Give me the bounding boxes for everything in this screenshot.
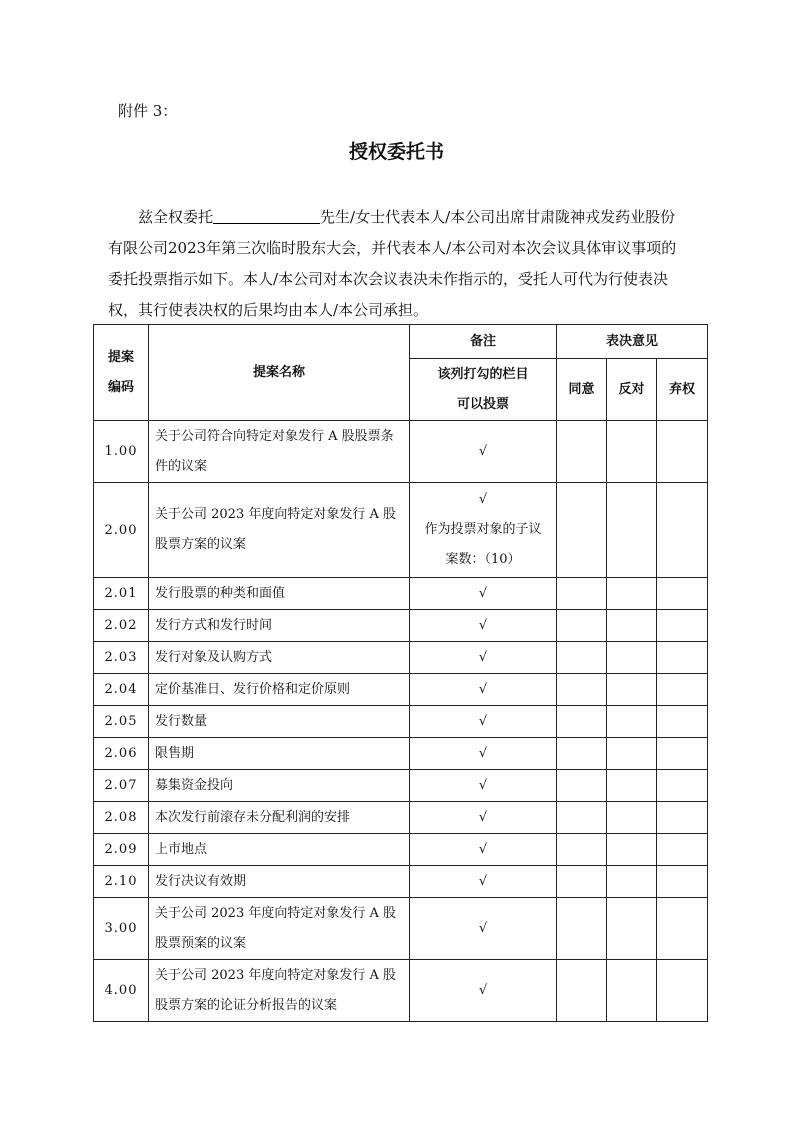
para-after-blank: 先生/女士代表本人/本公司出席甘肃陇神戎发药业股份有限公司2023年第三次临时股东大会，并代表本人/本公司对本次会议具体审议事项的委托投票指示如下。本人/本公司对本次会议表决未作指示的，受托人可代为行使表决权，其行使表决权的后果均由本人/本公司承担。 xyxy=(108,208,677,319)
proposal-name: 募集资金投向 xyxy=(149,770,410,802)
proposal-table xyxy=(93,324,708,1022)
vote-agree-cell[interactable] xyxy=(557,738,607,770)
document-title: 授权委托书 xyxy=(348,141,444,163)
check-mark: √ xyxy=(478,681,488,697)
vote-agree-cell[interactable] xyxy=(557,770,607,802)
proposal-name: 发行方式和发行时间 xyxy=(149,610,410,642)
proposal-remark xyxy=(410,866,557,898)
vote-agree-cell[interactable] xyxy=(557,674,607,706)
trustee-name-blank[interactable] xyxy=(213,207,320,224)
vote-abstain-cell[interactable] xyxy=(657,960,708,1022)
proposal-code: 2.04 xyxy=(94,674,149,706)
header-remark-sub: 该列打勾的栏目可以投票 xyxy=(410,359,557,421)
vote-abstain-cell[interactable] xyxy=(657,866,708,898)
proposal-remark xyxy=(410,483,557,578)
proposal-name: 发行对象及认购方式 xyxy=(149,642,410,674)
check-mark: √ xyxy=(478,873,488,889)
proposal-remark xyxy=(410,834,557,866)
table-row xyxy=(94,834,708,866)
vote-abstain-cell[interactable] xyxy=(657,898,708,960)
check-mark: √ xyxy=(478,585,488,601)
proposal-name: 关于公司 2023 年度向特定对象发行 A 股股票预案的议案 xyxy=(149,898,410,960)
proposal-remark xyxy=(410,642,557,674)
table-row xyxy=(94,610,708,642)
table-row xyxy=(94,738,708,770)
table-row xyxy=(94,483,708,578)
proposal-remark xyxy=(410,802,557,834)
proposal-code: 2.10 xyxy=(94,866,149,898)
proposal-code: 2.06 xyxy=(94,738,149,770)
vote-oppose-cell[interactable] xyxy=(607,706,657,738)
vote-abstain-cell[interactable] xyxy=(657,421,708,483)
proposal-name: 本次发行前滚存未分配利润的安排 xyxy=(149,802,410,834)
proposal-name: 发行决议有效期 xyxy=(149,866,410,898)
check-mark: √ xyxy=(478,809,488,825)
check-mark: √ xyxy=(478,841,488,857)
check-mark: √ xyxy=(478,982,488,998)
vote-oppose-cell[interactable] xyxy=(607,960,657,1022)
vote-oppose-cell[interactable] xyxy=(607,770,657,802)
vote-agree-cell[interactable] xyxy=(557,483,607,578)
table-row xyxy=(94,866,708,898)
remark-note: 作为投票对象的子议案数：（10） xyxy=(424,522,542,567)
proposal-remark xyxy=(410,578,557,610)
vote-oppose-cell[interactable] xyxy=(607,738,657,770)
proposal-name: 关于公司 2023 年度向特定对象发行 A 股股票方案的论证分析报告的议案 xyxy=(149,960,410,1022)
check-mark: √ xyxy=(478,649,488,665)
check-mark: √ xyxy=(478,777,488,793)
proposal-name: 发行数量 xyxy=(149,706,410,738)
check-mark: √ xyxy=(478,492,488,507)
para-before-blank: 兹全权委托 xyxy=(138,208,214,226)
table-row xyxy=(94,960,708,1022)
proposal-code: 2.07 xyxy=(94,770,149,802)
proposal-remark xyxy=(410,421,557,483)
vote-agree-cell[interactable] xyxy=(557,960,607,1022)
proposal-code: 2.05 xyxy=(94,706,149,738)
vote-abstain-cell[interactable] xyxy=(657,642,708,674)
proposal-code: 4.00 xyxy=(94,960,149,1022)
proposal-name: 发行股票的种类和面值 xyxy=(149,578,410,610)
proposal-remark xyxy=(410,610,557,642)
check-mark: √ xyxy=(478,617,488,633)
proposal-remark xyxy=(410,674,557,706)
vote-abstain-cell[interactable] xyxy=(657,578,708,610)
proposal-remark xyxy=(410,706,557,738)
table-row xyxy=(94,898,708,960)
vote-agree-cell[interactable] xyxy=(557,898,607,960)
table-row xyxy=(94,770,708,802)
vote-abstain-cell[interactable] xyxy=(657,706,708,738)
table-row xyxy=(94,674,708,706)
header-remark: 备注 xyxy=(410,325,557,359)
proposal-name: 关于公司符合向特定对象发行 A 股股票条件的议案 xyxy=(149,421,410,483)
proposal-remark xyxy=(410,960,557,1022)
header-name: 提案名称 xyxy=(149,325,410,421)
check-mark: √ xyxy=(478,713,488,729)
proposal-code: 2.09 xyxy=(94,834,149,866)
proposal-code: 1.00 xyxy=(94,421,149,483)
proposal-code: 2.03 xyxy=(94,642,149,674)
vote-abstain-cell[interactable] xyxy=(657,483,708,578)
vote-oppose-cell[interactable] xyxy=(607,898,657,960)
vote-oppose-cell[interactable] xyxy=(607,642,657,674)
proposal-remark xyxy=(410,898,557,960)
proposal-code: 3.00 xyxy=(94,898,149,960)
table-row xyxy=(94,706,708,738)
vote-abstain-cell[interactable] xyxy=(657,770,708,802)
proposal-code: 2.08 xyxy=(94,802,149,834)
authorization-paragraph xyxy=(108,202,688,326)
vote-agree-cell[interactable] xyxy=(557,642,607,674)
proposal-code: 2.00 xyxy=(94,483,149,578)
vote-abstain-cell[interactable] xyxy=(657,802,708,834)
table-row xyxy=(94,802,708,834)
vote-abstain-cell[interactable] xyxy=(657,610,708,642)
vote-oppose-cell[interactable] xyxy=(607,610,657,642)
vote-oppose-cell[interactable] xyxy=(607,834,657,866)
header-agree: 同意 xyxy=(557,359,607,421)
header-abstain: 弃权 xyxy=(657,359,708,421)
proposal-name: 限售期 xyxy=(149,738,410,770)
check-mark: √ xyxy=(478,443,488,459)
check-mark: √ xyxy=(478,920,488,936)
proposal-code: 2.01 xyxy=(94,578,149,610)
header-vote: 表决意见 xyxy=(557,325,708,359)
check-mark: √ xyxy=(478,745,488,761)
vote-oppose-cell[interactable] xyxy=(607,674,657,706)
vote-abstain-cell[interactable] xyxy=(657,738,708,770)
vote-agree-cell[interactable] xyxy=(557,578,607,610)
header-oppose: 反对 xyxy=(607,359,657,421)
vote-agree-cell[interactable] xyxy=(557,866,607,898)
proposal-remark xyxy=(410,770,557,802)
header-code: 提案编码 xyxy=(94,325,149,421)
vote-oppose-cell[interactable] xyxy=(607,802,657,834)
vote-oppose-cell[interactable] xyxy=(607,421,657,483)
vote-agree-cell[interactable] xyxy=(557,802,607,834)
table-row xyxy=(94,421,708,483)
vote-agree-cell[interactable] xyxy=(557,706,607,738)
vote-abstain-cell[interactable] xyxy=(657,834,708,866)
proposal-name: 定价基准日、发行价格和定价原则 xyxy=(149,674,410,706)
proposal-name: 上市地点 xyxy=(149,834,410,866)
table-row xyxy=(94,578,708,610)
attachment-label: 附件 3： xyxy=(118,102,178,120)
vote-oppose-cell[interactable] xyxy=(607,578,657,610)
table-row xyxy=(94,642,708,674)
proposal-code: 2.02 xyxy=(94,610,149,642)
vote-agree-cell[interactable] xyxy=(557,834,607,866)
vote-agree-cell[interactable] xyxy=(557,421,607,483)
vote-oppose-cell[interactable] xyxy=(607,483,657,578)
vote-agree-cell[interactable] xyxy=(557,610,607,642)
proposal-remark xyxy=(410,738,557,770)
vote-abstain-cell[interactable] xyxy=(657,674,708,706)
proposal-name: 关于公司 2023 年度向特定对象发行 A 股股票方案的议案 xyxy=(149,483,410,578)
vote-oppose-cell[interactable] xyxy=(607,866,657,898)
